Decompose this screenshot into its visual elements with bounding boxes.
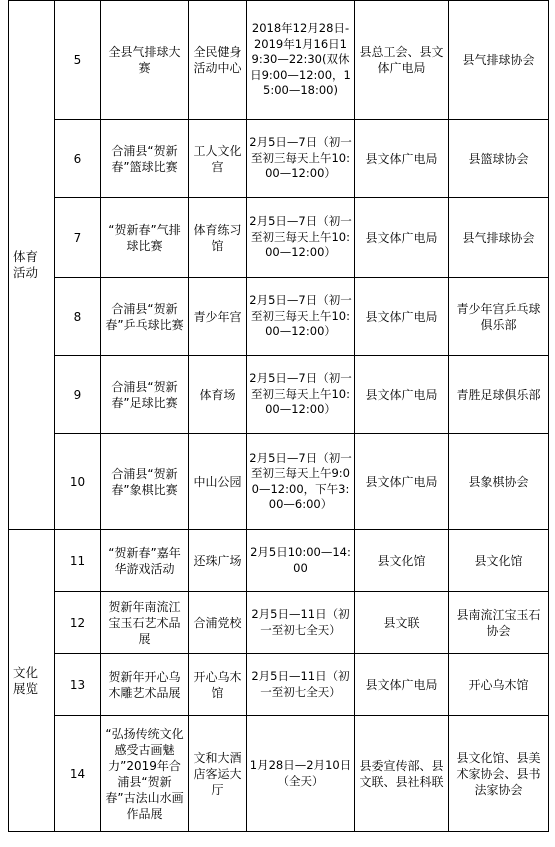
activity-organizer: 县文体广电局: [355, 356, 449, 434]
table-row: [9, 654, 549, 716]
activity-undertaker: 县气排球协会: [449, 198, 549, 278]
activity-organizer: 县文化馆: [355, 530, 449, 592]
category-label: 展览: [13, 680, 39, 696]
activity-venue: 文和大酒店客运大厅: [189, 716, 247, 832]
table-row: [9, 198, 549, 278]
activity-name: 合浦县“贺新春”篮球比赛: [101, 120, 189, 198]
activity-organizer: 县总工会、县文体广电局: [355, 1, 449, 120]
activity-name: “贺新春”嘉年华游戏活动: [101, 530, 189, 592]
row-number: 10: [55, 434, 101, 530]
activity-time: 2月5日—7日（初一至初三每天上午9:00—12:00，下午3:00—6:00）: [247, 434, 355, 530]
activity-organizer: 县文体广电局: [355, 654, 449, 716]
table-row: [9, 1, 549, 120]
activity-venue: 中山公园: [189, 434, 247, 530]
activity-undertaker: 青少年宫乒乓球俱乐部: [449, 278, 549, 356]
activity-venue: 开心乌木馆: [189, 654, 247, 716]
activity-time: 2月5日—7日（初一至初三每天上午10:00—12:00）: [247, 278, 355, 356]
activity-name: 贺新年开心乌木雕艺术品展: [101, 654, 189, 716]
activity-venue: 体育练习馆: [189, 198, 247, 278]
row-number: 7: [55, 198, 101, 278]
activity-organizer: 县文体广电局: [355, 278, 449, 356]
activity-name: 贺新年南流江宝玉石艺术品展: [101, 592, 189, 654]
activity-time: 2月5日—7日（初一至初三每天上午10:00—12:00）: [247, 120, 355, 198]
activity-time: 2月5日—11日（初一至初七全天）: [247, 654, 355, 716]
activity-undertaker: 县南流江宝玉石协会: [449, 592, 549, 654]
activity-time: 2月5日—7日（初一至初三每天上午10:00—12:00）: [247, 198, 355, 278]
activity-time: 2月5日—11日（初一至初七全天）: [247, 592, 355, 654]
activity-name: 合浦县“贺新春”象棋比赛: [101, 434, 189, 530]
category-label: 文化: [13, 664, 39, 680]
category-cell-sports: [9, 1, 55, 530]
row-number: 5: [55, 1, 101, 120]
row-number: 9: [55, 356, 101, 434]
activity-venue: 工人文化宫: [189, 120, 247, 198]
row-number: 12: [55, 592, 101, 654]
activity-venue: 全民健身活动中心: [189, 1, 247, 120]
activity-undertaker: 县象棋协会: [449, 434, 549, 530]
activity-undertaker: 开心乌木馆: [449, 654, 549, 716]
activity-time: 1月28日—2月10日（全天）: [247, 716, 355, 832]
activity-undertaker: 县篮球协会: [449, 120, 549, 198]
table-row: [9, 716, 549, 832]
row-number: 14: [55, 716, 101, 832]
table-row: [9, 530, 549, 592]
activity-undertaker: 县文化馆: [449, 530, 549, 592]
activity-time: 2月5日—7日（初一至初三每天上午10:00—12:00）: [247, 356, 355, 434]
table-row: [9, 120, 549, 198]
activity-name: 全县气排球大赛: [101, 1, 189, 120]
activity-organizer: 县文联: [355, 592, 449, 654]
category-label: 活动: [13, 265, 39, 280]
category-cell-culture: [9, 530, 55, 832]
table-row: [9, 592, 549, 654]
activity-organizer: 县文体广电局: [355, 434, 449, 530]
activity-table: [8, 0, 549, 832]
category-label: 体育: [13, 249, 39, 264]
table-row: [9, 278, 549, 356]
activity-time: 2018年12月28日-2019年1月16日19:30—22:30(双休日9:00—12:00，15:00—18:00): [247, 1, 355, 120]
table-row: [9, 356, 549, 434]
activity-venue: 合浦党校: [189, 592, 247, 654]
activity-organizer: 县委宣传部、县文联、县社科联: [355, 716, 449, 832]
activity-name: 合浦县“贺新春”足球比赛: [101, 356, 189, 434]
activity-name: “贺新春”气排球比赛: [101, 198, 189, 278]
row-number: 8: [55, 278, 101, 356]
activity-undertaker: 县文化馆、县美术家协会、县书法家协会: [449, 716, 549, 832]
activity-name: “弘扬传统文化 感受古画魅力”2019年合浦县“贺新春”古法山水画作品展: [101, 716, 189, 832]
activity-venue: 青少年宫: [189, 278, 247, 356]
activity-organizer: 县文体广电局: [355, 198, 449, 278]
activity-undertaker: 县气排球协会: [449, 1, 549, 120]
row-number: 11: [55, 530, 101, 592]
activity-name: 合浦县“贺新春”乒乓球比赛: [101, 278, 189, 356]
activity-undertaker: 青胜足球俱乐部: [449, 356, 549, 434]
activity-venue: 体育场: [189, 356, 247, 434]
row-number: 6: [55, 120, 101, 198]
table-row: [9, 434, 549, 530]
activity-time: 2月5日10:00—14:00: [247, 530, 355, 592]
row-number: 13: [55, 654, 101, 716]
activity-venue: 还珠广场: [189, 530, 247, 592]
activity-organizer: 县文体广电局: [355, 120, 449, 198]
